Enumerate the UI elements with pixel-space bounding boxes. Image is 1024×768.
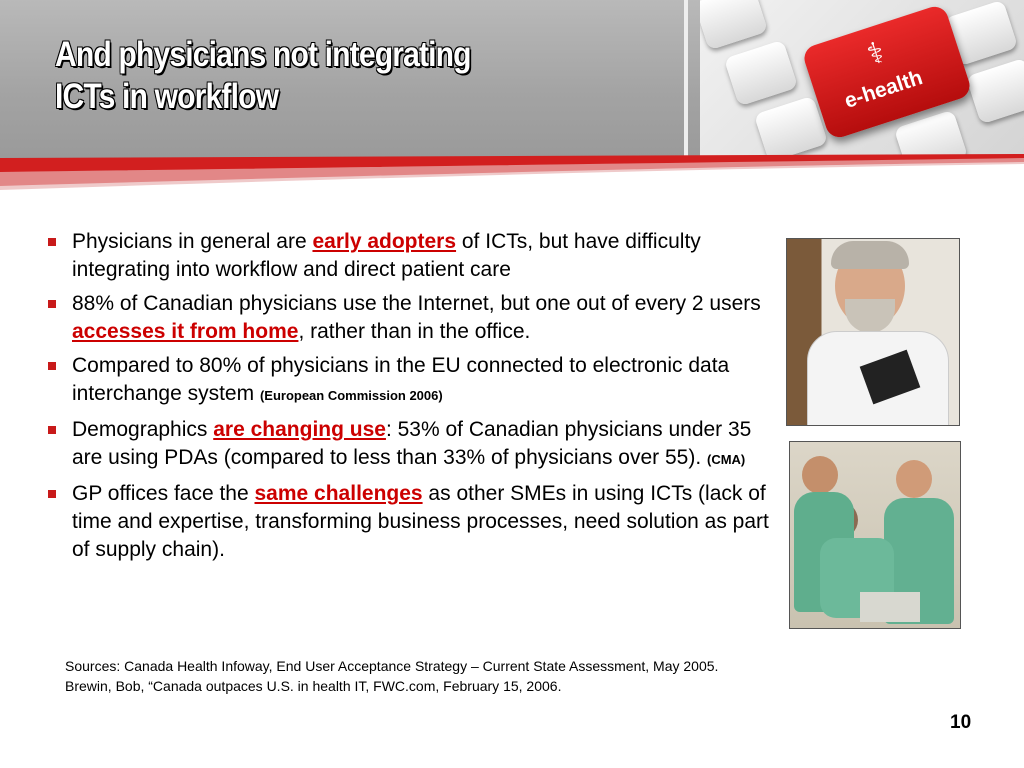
- bullet-text: Compared to 80% of physicians in the EU connected to electronic data interchange system: [72, 354, 730, 405]
- photo-head: [896, 460, 932, 498]
- square-bullet-icon: [48, 300, 56, 308]
- photo-chair: [860, 592, 920, 622]
- citation: (CMA): [706, 452, 746, 467]
- slide-title: [55, 34, 571, 118]
- medical-staff-photo: [789, 441, 961, 629]
- bullet-text: Physicians in general are: [72, 230, 313, 253]
- keyboard-key: [724, 40, 798, 107]
- bullet-item: [48, 352, 773, 410]
- photo-head: [802, 456, 838, 494]
- bullet-text: , rather than in the office.: [298, 320, 531, 343]
- caduceus-icon: ⚕: [863, 35, 889, 73]
- source-line: Sources: Canada Health Infoway, End User Acceptance Strategy – Current State Assessment, May 2005.: [65, 658, 719, 674]
- physician-with-pda-photo: [786, 238, 960, 426]
- citation: (European Commission 2006): [259, 388, 443, 403]
- highlight-text: are changing use: [213, 418, 386, 441]
- keyboard-key: [700, 0, 768, 50]
- source-line: Brewin, Bob, “Canada outpaces U.S. in health IT, FWC.com, February 15, 2006.: [65, 678, 562, 694]
- title-line-1: And physicians not integrating: [55, 35, 471, 74]
- bullet-text: : 53% of Canadian physicians under 35 are using PDAs (compared to less than 33% of physicians over 55).: [72, 418, 752, 469]
- keyboard-key: [754, 96, 828, 158]
- red-swoosh: [0, 152, 1024, 192]
- e-health-key-label: e-health: [841, 66, 926, 113]
- highlight-text: accesses it from home: [72, 320, 299, 343]
- bullet-item: [48, 480, 773, 564]
- keyboard-image: [700, 0, 1024, 158]
- square-bullet-icon: [48, 490, 56, 498]
- square-bullet-icon: [48, 362, 56, 370]
- keyboard-key: [966, 58, 1024, 125]
- keyboard-key: [894, 110, 968, 158]
- bullet-text: as other SMEs in using ICTs (lack of time and expertise, transforming business processes, need solution as part of supply chain).: [72, 482, 769, 561]
- square-bullet-icon: [48, 426, 56, 434]
- photo-beard: [845, 299, 895, 333]
- header-divider: [684, 0, 688, 158]
- bullet-text: of ICTs, but have difficulty integrating into workflow and direct patient care: [72, 230, 701, 281]
- bullet-item: [48, 416, 773, 474]
- square-bullet-icon: [48, 238, 56, 246]
- title-line-2: ICTs in workflow: [55, 77, 279, 116]
- bullet-text: Demographics: [72, 418, 214, 441]
- bullet-list: [48, 228, 773, 570]
- bullet-text: GP offices face the: [72, 482, 255, 505]
- bullet-item: [48, 290, 773, 346]
- bullet-text: 88% of Canadian physicians use the Internet, but one out of every 2 users: [72, 292, 761, 315]
- photo-hair: [831, 241, 909, 269]
- page-number: 10: [950, 712, 972, 733]
- highlight-text: same challenges: [254, 482, 423, 505]
- bullet-item: [48, 228, 773, 284]
- highlight-text: early adopters: [312, 230, 457, 253]
- sources-note: [65, 656, 965, 696]
